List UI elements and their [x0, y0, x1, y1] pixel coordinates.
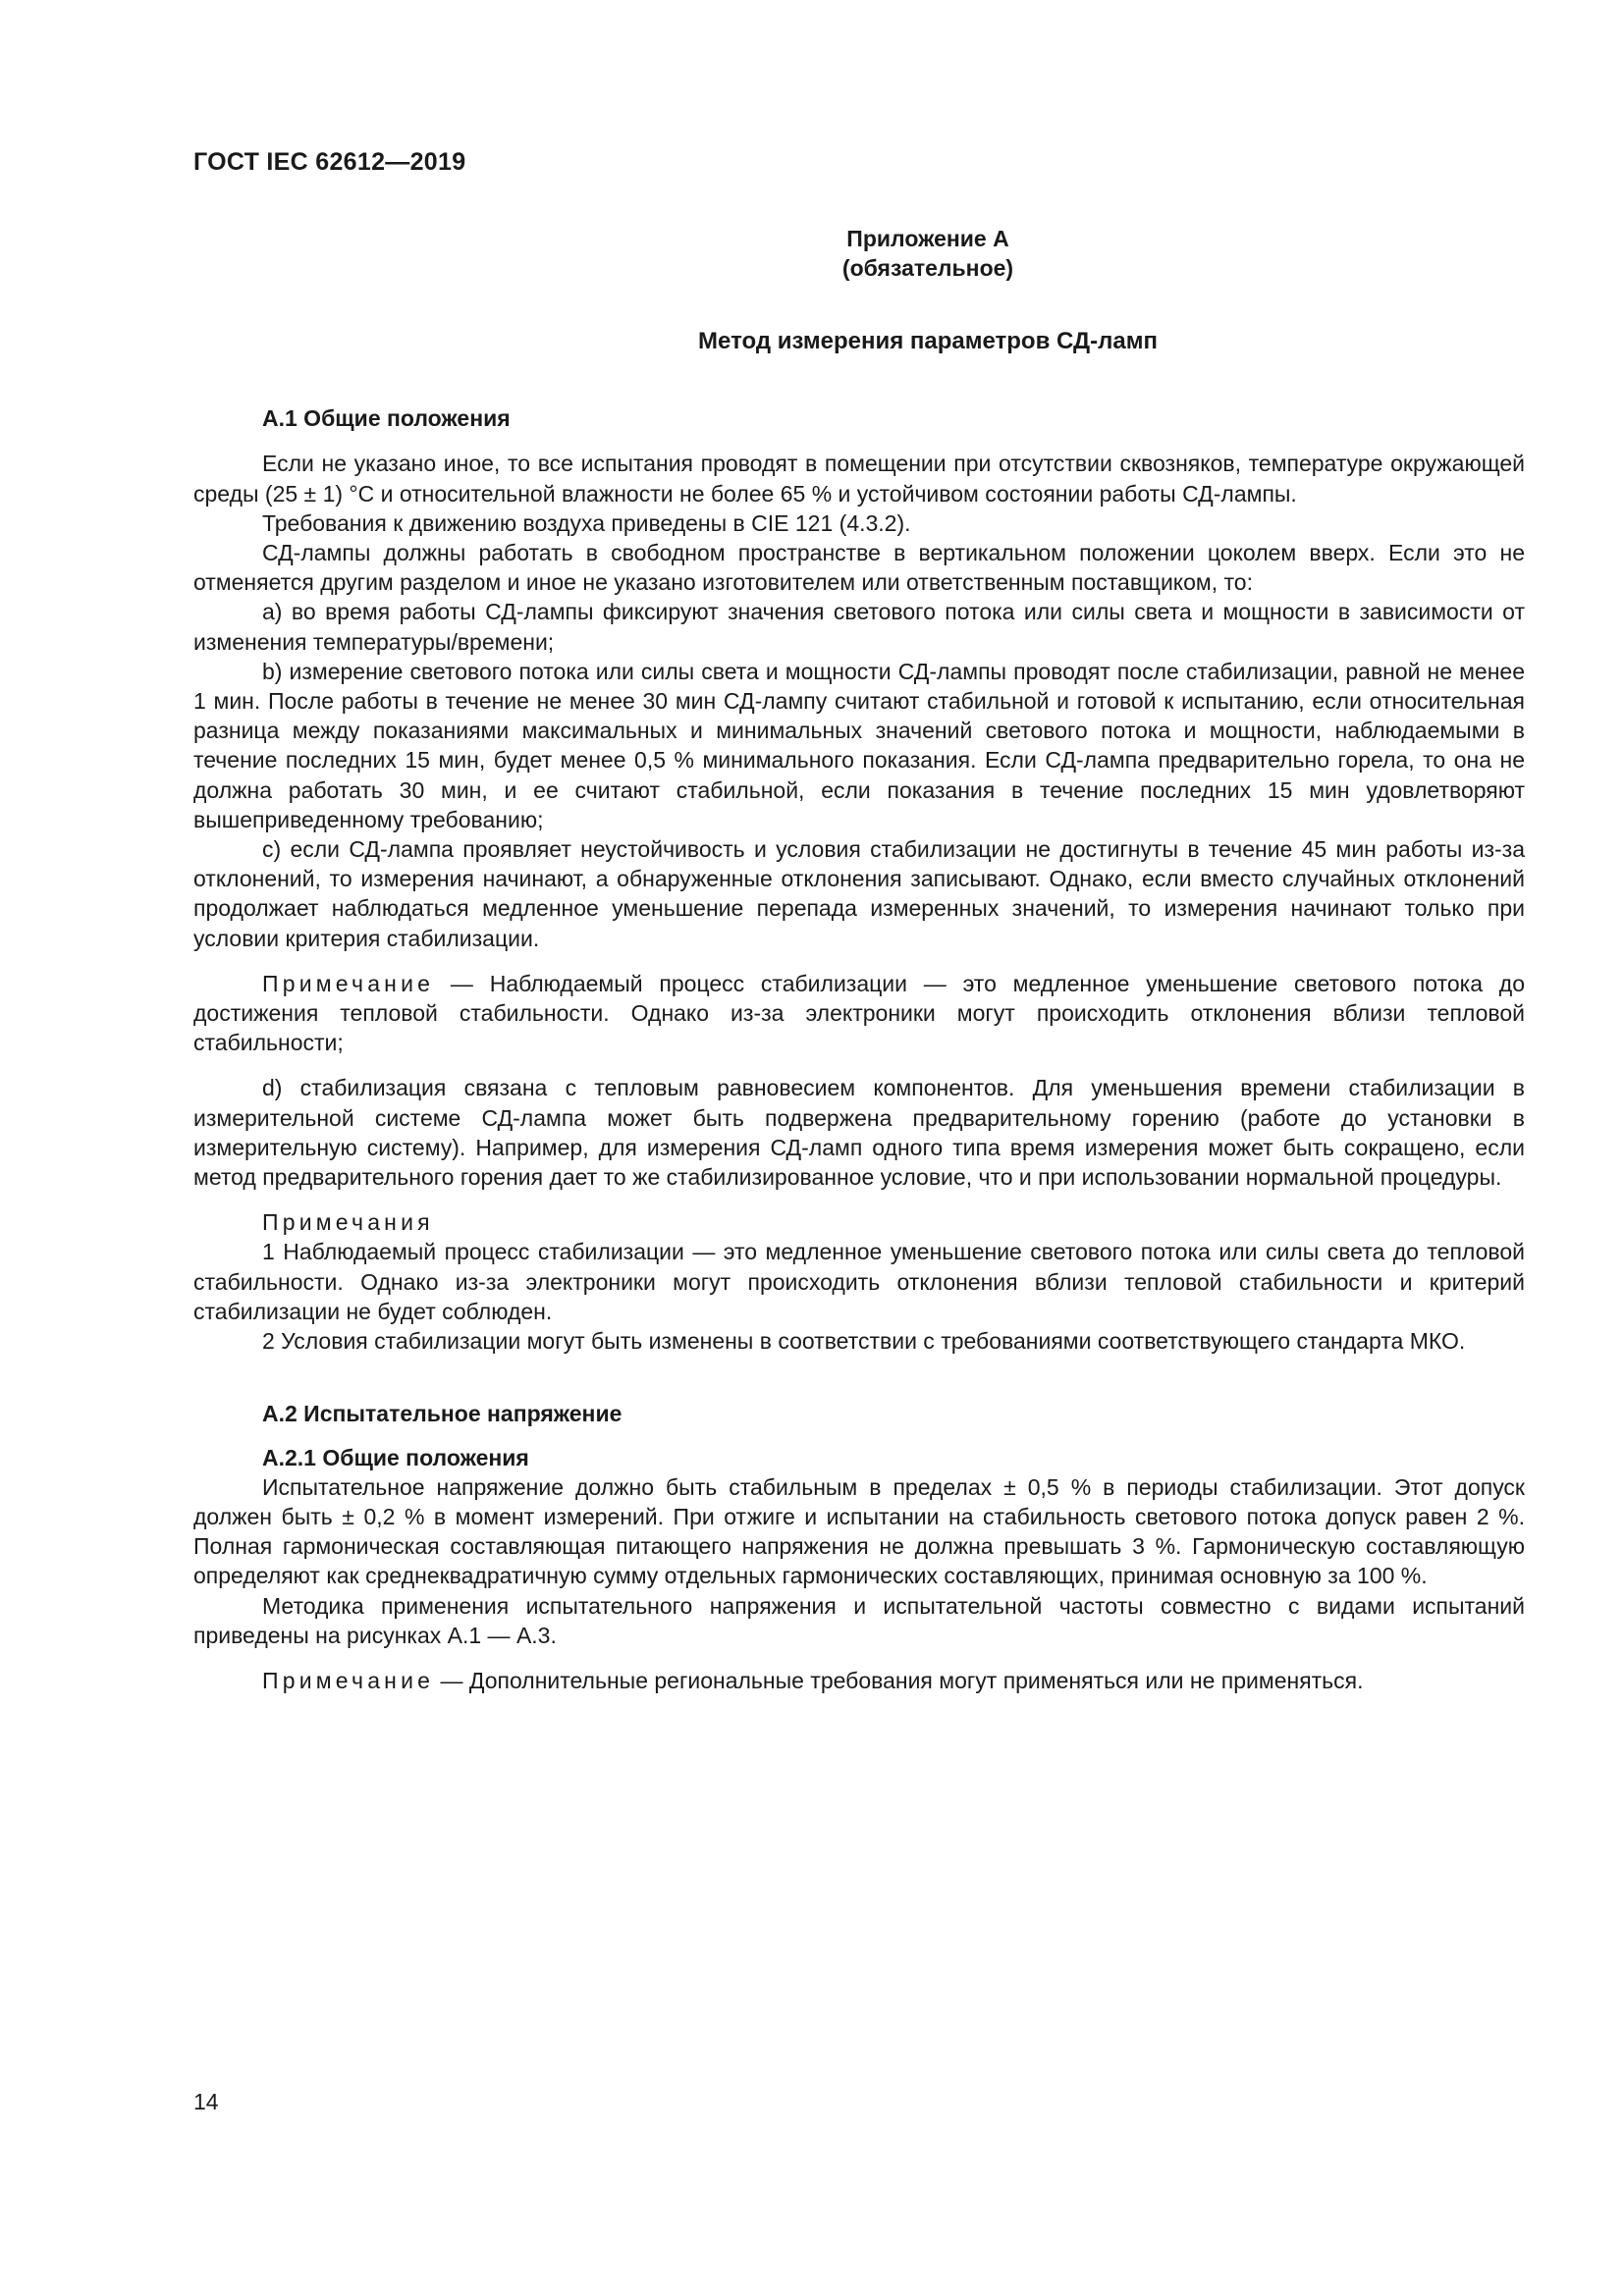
list-item-a: а) во время работы СД-лампы фиксируют значения светового потока или силы света и мощности в зависимости от изменения температуры/времени; — [193, 599, 1525, 655]
paragraph: Если не указано иное, то все испытания проводят в помещении при отсутствии сквозняков, температуре окружающей среды (25 ± 1) °С и относительной влажности не более 65 % и устойчивом состоянии работы СД-лампы. — [193, 451, 1525, 507]
note-text: — Наблюдаемый процесс стабилизации — это медленное уменьшение светового потока до достижения тепловой стабильности. Однако из-за электроники могут происходить отклонения вблизи тепловой стабильности; — [193, 970, 1525, 1056]
document-body — [193, 224, 1525, 1695]
section-a1-heading: А.1 Общие положения — [262, 405, 511, 432]
main-title: Метод измерения параметров СД-ламп — [698, 328, 1158, 354]
annex-title: Приложение А — [846, 226, 1009, 251]
list-item-b: b) измерение светового потока или силы света и мощности СД-лампы проводят после стабилизации, равной не менее 1 мин. После работы в течение не менее 30 мин СД-лампу считают стабильной и готовой к испытанию, если относительная разница между показаниями максимальных и минимальных значений светового потока и мощности, наблюдаемыми в течение последних 15 мин, будет менее 0,5 % минимального показания. Если СД-лампа предварительно горела, то она не должна работать 30 мин, и ее считают стабильной, если показания в течение последних 15 мин удовлетворяют вышеприведенному требованию; — [193, 658, 1525, 832]
annex-status: (обязательное) — [841, 255, 1014, 281]
notes-label: Примечания — [262, 1209, 434, 1236]
paragraph: Требования к движению воздуха приведены в CIE 121 (4.3.2). — [262, 509, 911, 536]
note-2: 2 Условия стабилизации могут быть изменены в соответствии с требованиями соответствующего стандарта МКО. — [262, 1328, 1466, 1355]
section-a21-heading: А.2.1 Общие положения — [262, 1444, 529, 1470]
page-number: 14 — [193, 2089, 219, 2114]
note-label: Примечание — [262, 1667, 435, 1693]
note — [193, 969, 1525, 1058]
list-item-c: c) если СД-лампа проявляет неустойчивость и условия стабилизации не достигнуты в течение 45 мин работы из-за отклонений, то измерения начинают, а обнаруженные отклонения записывают. Однако, если вместо случайных отклонений продолжает наблюдаться медленное уменьшение перепада измеренных значений, то измерения начинают только при условии критерия стабилизации. — [193, 836, 1525, 951]
paragraph: Испытательное напряжение должно быть стабильным в пределах ± 0,5 % в периоды стабилизации. Этот допуск должен быть ± 0,2 % в момент измерений. При отжиге и испытании на стабильность светового потока допуск равен 2 %. Полная гармоническая составляющая питающего напряжения не должна превышать 3 %. Гармоническую составляющую определяют как среднеквадратичную сумму отдельных гармонических составляющих, принимая основную за 100 %. — [193, 1473, 1525, 1589]
paragraph: Методика применения испытательного напряжения и испытательной частоты совместно с видами испытаний приведены на рисунках А.1 — А.3. — [193, 1592, 1525, 1648]
note — [193, 1666, 1525, 1695]
paragraph: СД-лампы должны работать в свободном пространстве в вертикальном положении цоколем вверх. Если это не отменяется другим разделом и иное не указано изготовителем или ответственным поставщиком, то: — [193, 540, 1525, 596]
note-1: 1 Наблюдаемый процесс стабилизации — это медленное уменьшение светового потока или силы света до тепловой стабильности. Однако из-за электроники могут происходить отклонения вблизи тепловой стабильности и критерий стабилизации не будет соблюден. — [193, 1239, 1525, 1324]
note-text: — Дополнительные региональные требования могут применяться или не применяться. — [434, 1667, 1364, 1693]
document-code: ГОСТ IEC 62612—2019 — [193, 148, 466, 176]
note-label: Примечание — [262, 970, 435, 996]
list-item-d: d) стабилизация связана с тепловым равновесием компонентов. Для уменьшения времени стабилизации в измерительной системе СД-лампа может быть подвержена предварительному горению (работе до установки в измерительную систему). Например, для измерения СД-ламп одного типа время измерения может быть сокращено, если метод предварительного горения дает то же стабилизированное условие, что и при использовании нормальной процедуры. — [193, 1075, 1525, 1191]
section-a2-heading: А.2 Испытательное напряжение — [262, 1401, 623, 1427]
